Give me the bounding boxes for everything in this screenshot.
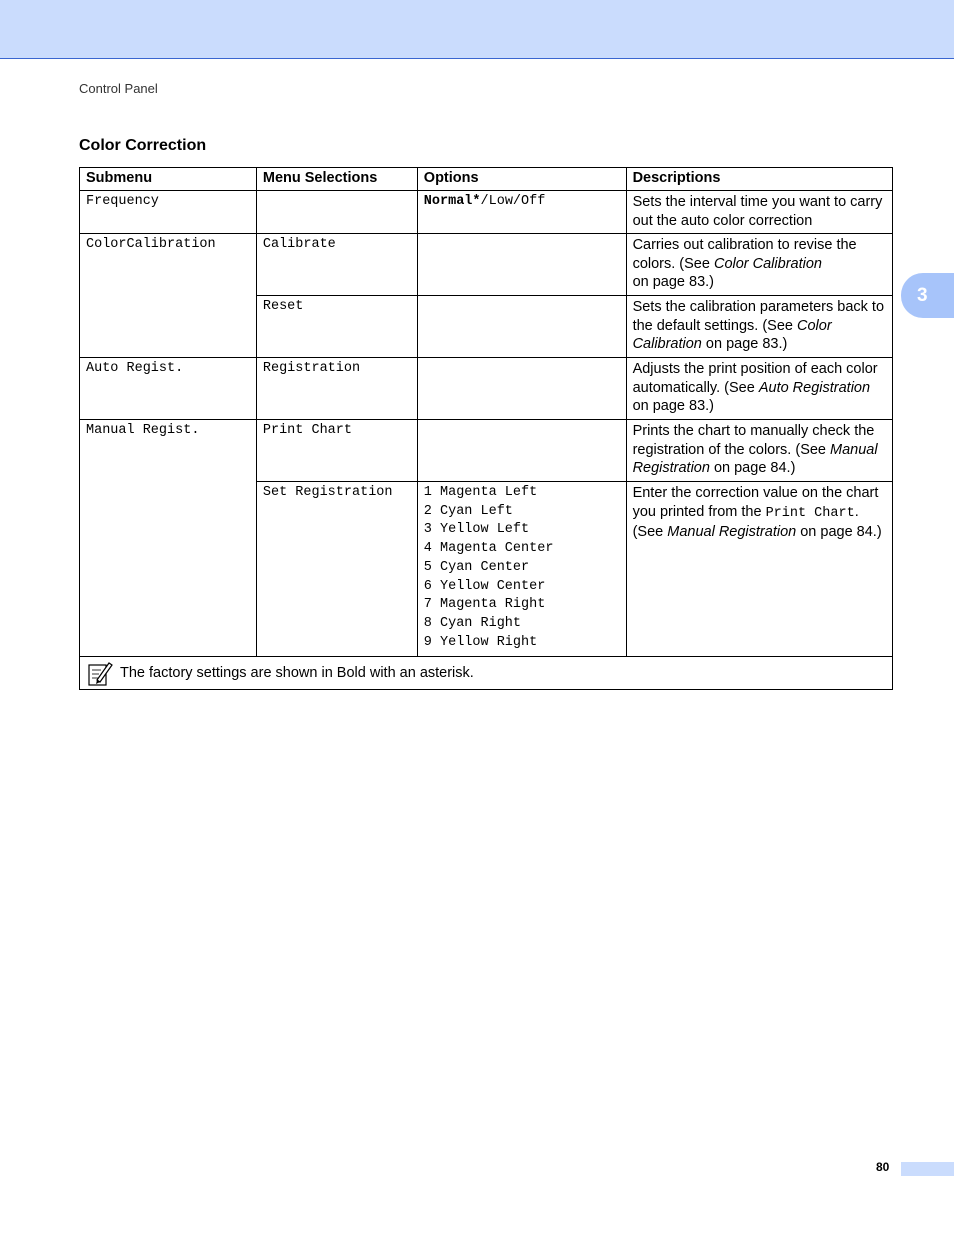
description-auto-regist <box>626 358 892 420</box>
empty-cell <box>417 420 626 482</box>
description-print-chart <box>626 420 892 482</box>
desc-text: Prints the chart to manually check the registration of the colors. (See <box>632 423 875 458</box>
note-cell <box>80 657 893 690</box>
other-options: /Low/Off <box>480 194 546 209</box>
desc-text: on page 84.) <box>796 524 882 540</box>
options-frequency <box>417 191 626 234</box>
header-band <box>0 0 954 59</box>
chapter-tab[interactable] <box>901 273 954 318</box>
cross-reference-link[interactable]: Color Calibration <box>713 255 822 272</box>
desc-text: on page 83.) <box>632 274 714 290</box>
cross-reference-link[interactable]: Color Calibration <box>632 317 832 352</box>
description-calibrate <box>626 234 892 296</box>
page-number: 80 <box>876 1160 890 1174</box>
description-set-registration <box>626 482 892 657</box>
list-item: 9 Yellow Right <box>423 634 538 650</box>
list-item: 5 Cyan Center <box>423 559 530 575</box>
options-set-registration <box>417 482 626 657</box>
desc-text: Sets the calibration parameters back to the default settings. (See <box>632 299 885 334</box>
cross-reference-link[interactable]: Manual Registration <box>667 524 797 540</box>
table-row <box>80 420 893 482</box>
note-pencil-icon <box>86 659 114 687</box>
desc-text: Adjusts the print position of each color automatically. (See <box>632 361 878 396</box>
description-reset <box>626 296 892 358</box>
list-item: 2 Cyan Left <box>423 503 513 519</box>
empty-cell <box>256 191 417 234</box>
submenu-frequency: Frequency <box>80 191 257 234</box>
section-title: Color Correction <box>79 137 207 154</box>
list-item: 7 Magenta Right <box>423 597 546 613</box>
table-row <box>80 234 893 296</box>
table-header-row <box>80 168 893 191</box>
desc-text: on page 83.) <box>632 398 714 414</box>
running-head: Control Panel <box>79 81 158 96</box>
desc-mono: Print Chart <box>765 505 855 521</box>
note-row <box>80 657 893 690</box>
table-row <box>80 191 893 234</box>
header-menu-selections: Menu Selections <box>256 168 417 191</box>
desc-text: Enter the correction value on the chart you printed from the <box>632 485 879 520</box>
desc-text: Carries out calibration to revise the colors. (See <box>632 237 857 272</box>
selection-print-chart: Print Chart <box>256 420 417 482</box>
submenu-auto-regist: Auto Regist. <box>80 358 257 420</box>
cross-reference-link[interactable]: Auto Registration <box>758 379 871 396</box>
header-descriptions: Descriptions <box>626 168 892 191</box>
desc-text: on page 84.) <box>709 460 796 476</box>
selection-reset: Reset <box>256 296 417 358</box>
color-correction-table <box>79 167 893 690</box>
list-item: 1 Magenta Left <box>423 485 538 500</box>
submenu-manual-regist: Manual Regist. <box>80 420 257 657</box>
description-frequency: Sets the interval time you want to carry out the auto color correction <box>626 191 892 234</box>
chapter-number: 3 <box>917 284 928 306</box>
list-item: 6 Yellow Center <box>423 578 546 594</box>
table-row <box>80 358 893 420</box>
note-text: The factory settings are shown in Bold with an asterisk. <box>120 664 474 681</box>
header-submenu: Submenu <box>80 168 257 191</box>
default-option: Normal* <box>423 194 481 209</box>
desc-text: on page 83.) <box>701 336 788 352</box>
empty-cell <box>417 358 626 420</box>
submenu-colorcalibration: ColorCalibration <box>80 234 257 358</box>
header-options: Options <box>417 168 626 191</box>
selection-calibrate: Calibrate <box>256 234 417 296</box>
desc-text: . (See <box>632 503 859 540</box>
list-item: 3 Yellow Left <box>423 522 530 538</box>
cross-reference-link[interactable]: Manual Registration <box>632 441 878 476</box>
empty-cell <box>417 296 626 358</box>
list-item: 4 Magenta Center <box>423 541 554 557</box>
selection-set-registration: Set Registration <box>256 482 417 657</box>
list-item: 8 Cyan Right <box>423 615 522 631</box>
selection-registration: Registration <box>256 358 417 420</box>
footer-band <box>901 1162 954 1176</box>
empty-cell <box>417 234 626 296</box>
